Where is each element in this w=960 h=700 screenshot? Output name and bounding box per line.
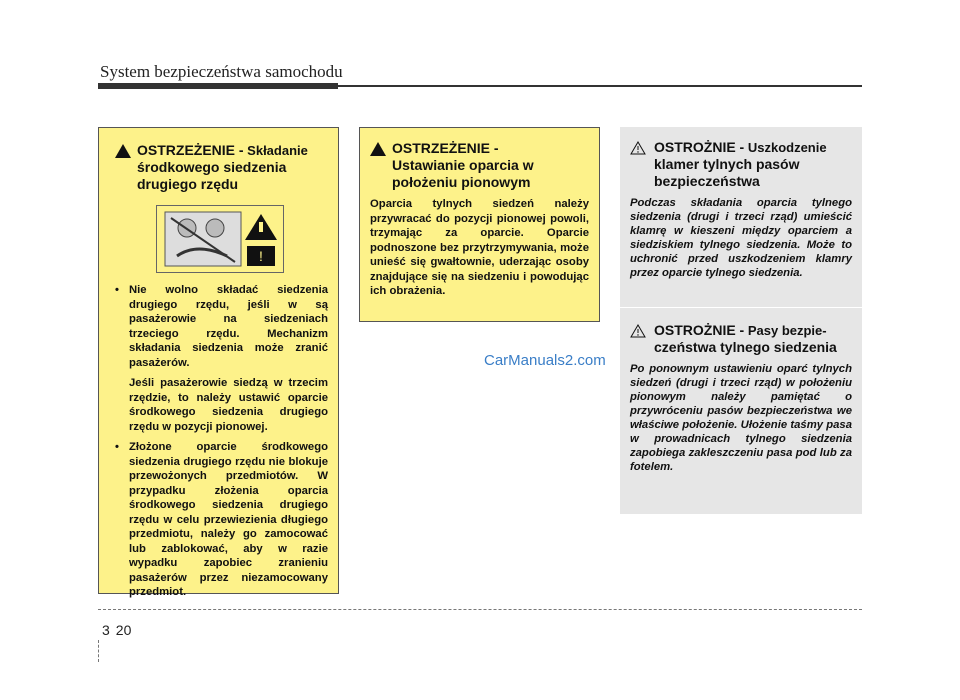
caution-title-row — [630, 322, 852, 356]
warning-bullet: • Nie wolno składać siedzenia drugiego rzędu, jeśli w są pasażerowie na siedzeniach trzeciego rzędu. Mechanizm składania siedzenia może zranić pasażerów. — [111, 283, 328, 370]
warning-triangle-icon — [370, 142, 386, 156]
section-number: 3 — [102, 622, 110, 638]
caution-title: OSTROŻNIE - Uszkodzenie klamer tylnych pasów bezpieczeństwa — [654, 139, 827, 189]
caution-title-row — [630, 139, 852, 190]
caution-box-rear-belts — [620, 308, 862, 514]
footer-divider — [98, 609, 862, 610]
caution-box-buckle-damage — [620, 127, 862, 307]
warning-title-row — [370, 140, 589, 191]
page-number-value: 20 — [115, 622, 132, 638]
page-number — [102, 622, 131, 638]
seat-folding-illustration — [156, 205, 284, 273]
header-rule — [98, 85, 862, 87]
warning-title: OSTRZEŻENIE - Ustawianie oparcia w położeniu pionowym — [392, 140, 534, 190]
caution-body: Po ponownym ustawieniu oparć tylnych siedzeń (drugi i trzeci rząd) w położeniu pionowym należy pamiętać o przywróceniu pasów bezpieczeństwa we właściwe położenie. Ułożenie taśmy pasa w prowadnicach tylnego siedzenia zapobiega zakleszczeniu pasa pod lub za fotelem. — [630, 363, 852, 473]
warning-title: OSTRZEŻENIE - Składanie środkowego siedzenia drugiego rzędu — [137, 142, 308, 192]
warning-subparagraph: Jeśli pasażerowie siedzą w trzecim rzędzie, to należy ustawić oparcie środkowego siedzenia drugiego rzędu w pozycji pionowej. — [129, 377, 328, 433]
caution-triangle-icon — [630, 141, 646, 155]
caution-title: OSTROŻNIE - Pasy bezpie- czeństwa tylnego siedzenia — [654, 322, 837, 355]
page-header-title: System bezpieczeństwa samochodu — [100, 62, 343, 81]
warning-box-seatback-upright — [359, 127, 600, 322]
warning-body — [111, 283, 328, 600]
caution-triangle-icon — [630, 324, 646, 338]
warning-body: Oparcia tylnych siedzeń należy przywracać do pozycji pionowej powoli, trzymając za oparcie. Oparcie podnoszone bez przytrzymywania, może unieść się gwałtownie, uderzając osoby znajdujące się na siedzeniu i powodując ich obrażenia. — [370, 198, 589, 297]
footer-vertical-divider — [98, 640, 99, 662]
caution-body: Podczas składania oparcia tylnego siedzenia (drugi i trzeci rząd) umieścić klamrę w kieszeni między oparciem a siedziskiem tylnego siedzenia. Może to uchronić przed uszkodzeniem klamry przez oparcie tylnego siedzenia. — [630, 197, 852, 279]
seat-warning-icon — [157, 206, 283, 272]
warning-box-folding-seat — [98, 127, 339, 598]
warning-triangle-icon — [115, 144, 131, 158]
warning-bullet: • Złożone oparcie środkowego siedzenia drugiego rzędu nie blokuje przewożonych przedmiotów. W przypadku złożenia oparcia środkowego siedzenia drugiego rzędu w celu przewiezienia długiego przedmiotu, należy go zamocować lub zablokować, aby w razie wypadku zapobiec zranieniu pasażerów przez niezamocowany przedmiot. — [111, 440, 328, 600]
warning-title-row — [115, 142, 328, 193]
watermark-link[interactable]: CarManuals2.com — [484, 352, 606, 369]
svg-text:!: ! — [258, 248, 263, 264]
